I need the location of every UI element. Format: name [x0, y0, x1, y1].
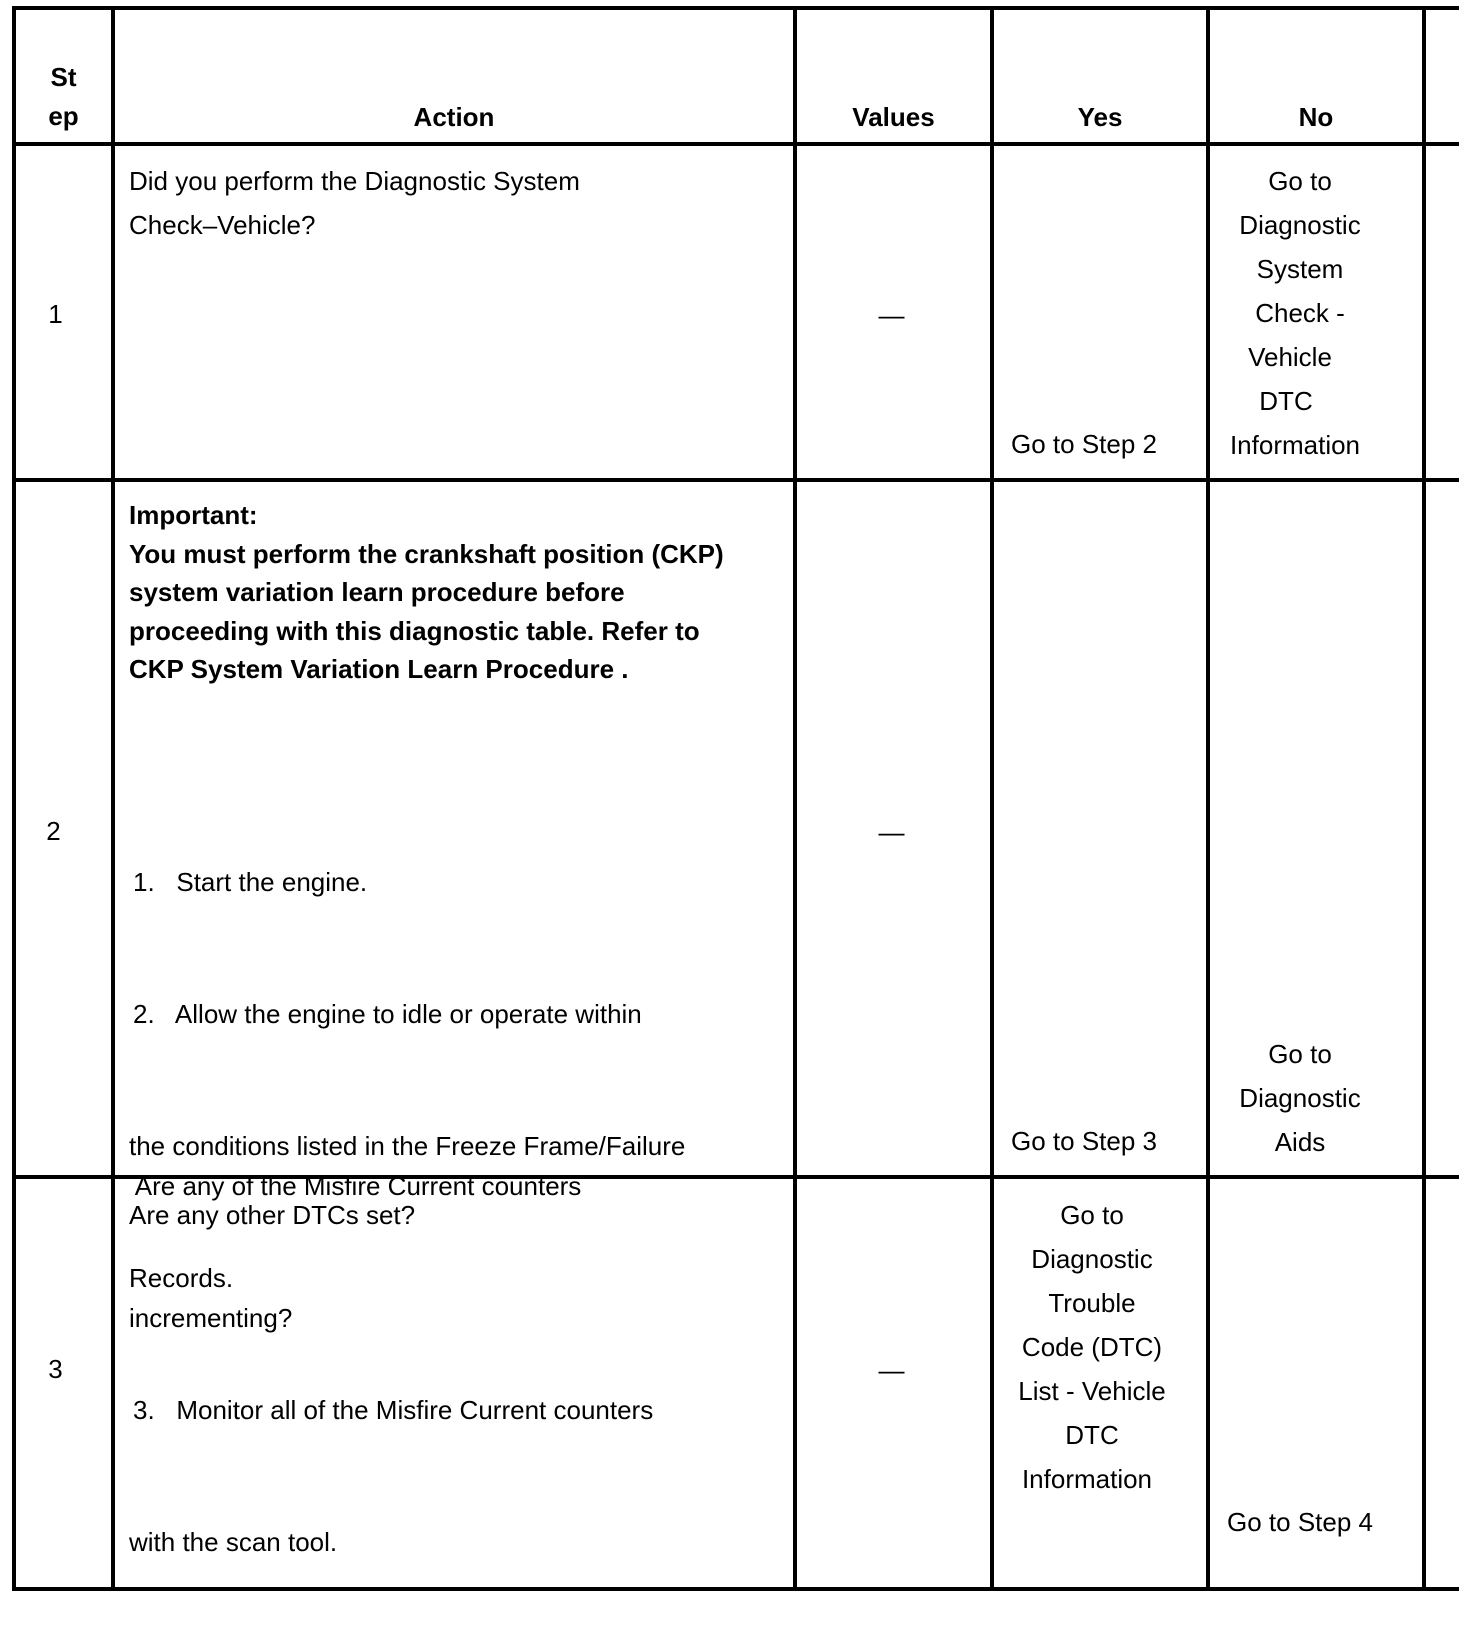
yes-line: DTC [1065, 1420, 1119, 1450]
action-line: 3. Monitor all of the Misfire Current counters [133, 1395, 654, 1425]
step-number: 1 [48, 299, 63, 329]
step-number: 3 [48, 1354, 63, 1384]
yes-line: Trouble [1048, 1288, 1136, 1318]
values-dash: — [878, 817, 905, 847]
grid-line [12, 6, 1459, 10]
action-line: Records. [129, 1263, 234, 1293]
header-step-line: St [50, 62, 77, 92]
header-values: Values [852, 102, 935, 132]
action-line: the conditions listed in the Freeze Frame/Failure [129, 1131, 686, 1161]
no-line: DTC [1259, 386, 1313, 416]
yes-cell [994, 1119, 1174, 1163]
header-yes: Yes [1077, 102, 1123, 132]
grid-line [793, 6, 797, 1591]
diagnostic-table [12, 6, 1459, 1591]
no-line: Information [1229, 430, 1361, 460]
action-line: with the scan tool. [129, 1527, 338, 1557]
yes-line: Code (DTC) [1021, 1332, 1163, 1362]
question-line: Are any of the Misfire Current counters [129, 1171, 582, 1201]
action-line: Are any other DTCs set? [129, 1200, 416, 1230]
yes-line: Go to Step 3 [1011, 1126, 1157, 1156]
important-title: Important: [129, 500, 258, 530]
grid-line [12, 142, 1459, 146]
no-line: Go to [1268, 166, 1332, 196]
important-line: proceeding with this diagnostic table. Refer to [129, 615, 700, 646]
yes-line: Diagnostic [1031, 1244, 1153, 1274]
no-line: Aids [1274, 1127, 1326, 1157]
action-question [129, 1076, 581, 1428]
no-line: Check - [1255, 298, 1345, 328]
grid-line [1422, 6, 1426, 1591]
yes-cell [994, 422, 1174, 466]
important-note [129, 496, 724, 689]
action-line: 2. Allow the engine to idle or operate within [133, 999, 642, 1029]
yes-line: Information [1021, 1464, 1153, 1494]
header-action: Action [413, 102, 495, 132]
header-step-line: ep [48, 101, 79, 131]
no-line: Go to Step 4 [1227, 1507, 1373, 1537]
header-no: No [1298, 102, 1334, 132]
important-line: system variation learn procedure before [129, 577, 625, 607]
step-number: 2 [46, 816, 61, 846]
header-step [16, 58, 111, 136]
important-line: You must perform the crankshaft position (CKP) [129, 538, 724, 569]
no-line: System [1256, 254, 1344, 284]
yes-line: List - Vehicle [1018, 1376, 1166, 1406]
action-text [129, 1193, 415, 1237]
no-line: Vehicle [1248, 342, 1332, 372]
yes-cell [994, 1193, 1190, 1501]
important-line: CKP System Variation Learn Procedure . [129, 654, 629, 684]
action-line: Did you perform the Diagnostic System [129, 166, 580, 196]
action-line: Check–Vehicle? [129, 210, 316, 240]
yes-line: Go to Step 2 [1011, 429, 1157, 459]
values-dash: — [878, 300, 905, 330]
yes-line: Go to [1060, 1200, 1124, 1230]
no-cell [1210, 1032, 1390, 1164]
no-line: Diagnostic [1239, 210, 1361, 240]
grid-line [12, 478, 1459, 482]
action-line: 1. Start the engine. [133, 867, 368, 897]
no-line: Go to [1268, 1039, 1332, 1069]
no-line: Diagnostic [1239, 1083, 1361, 1113]
grid-line [111, 6, 115, 1591]
question-line: incrementing? [129, 1303, 293, 1333]
no-cell [1210, 159, 1390, 467]
no-cell [1210, 1500, 1390, 1544]
values-dash: — [878, 1355, 905, 1385]
action-text [129, 159, 580, 247]
